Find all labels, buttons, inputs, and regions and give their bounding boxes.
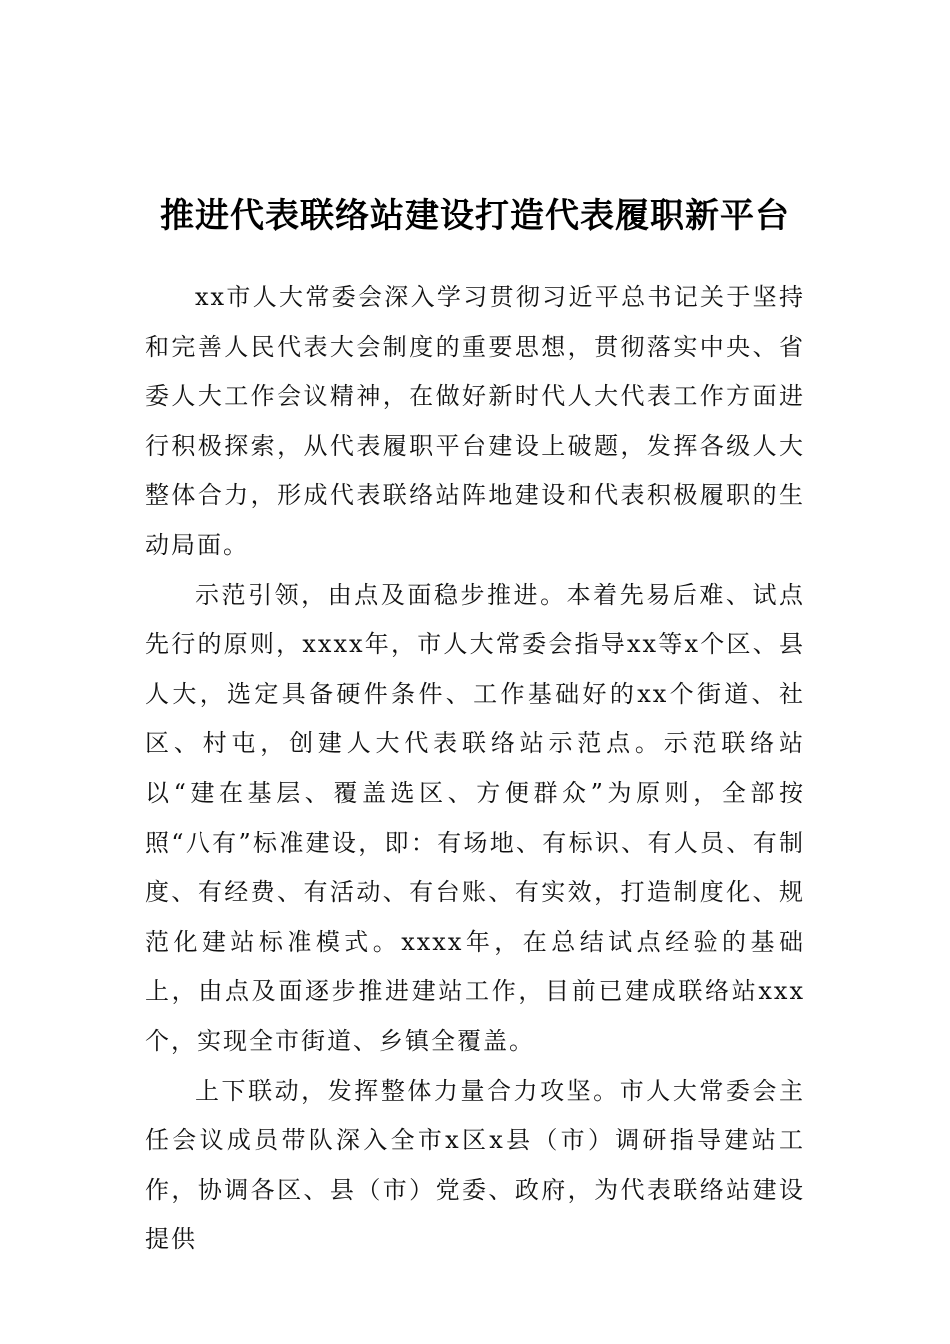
paragraph-linkage: 上下联动，发挥整体力量合力攻坚。市人大常委会主任会议成员带队深入全市x区x县（市）调研指导建站工作，协调各区、县（市）党委、政府，为代表联络站建设提供 (145, 1076, 805, 1254)
document-title: 推进代表联络站建设打造代表履职新平台 (160, 195, 790, 236)
paragraph-intro: xx市人大常委会深入学习贯彻习近平总书记关于坚持和完善人民代表大会制度的重要思想，贯彻落实中央、省委人大工作会议精神，在做好新时代人大代表工作方面进行积极探索，从代表履职平台建设上破题，发挥各级人大整体合力，形成代表联络站阵地建设和代表积极履职的生动局面。 (145, 283, 805, 559)
document-body (145, 273, 805, 1265)
paragraph-demonstration: 示范引领，由点及面稳步推进。本着先易后难、试点先行的原则，xxxx年，市人大常委会指导xx等x个区、县人大，选定具备硬件条件、工作基础好的xx个街道、社区、村屯，创建人大代表联络站示范点。示范联络站以“建在基层、覆盖选区、方便群众”为原则，全部按照“八有”标准建设，即：有场地、有标识、有人员、有制度、有经费、有活动、有台账、有实效，打造制度化、规范化建站标准模式。xxxx年，在总结试点经验的基础上，由点及面逐步推进建站工作，目前已建成联络站xxx个，实现全市街道、乡镇全覆盖。 (145, 580, 805, 1055)
